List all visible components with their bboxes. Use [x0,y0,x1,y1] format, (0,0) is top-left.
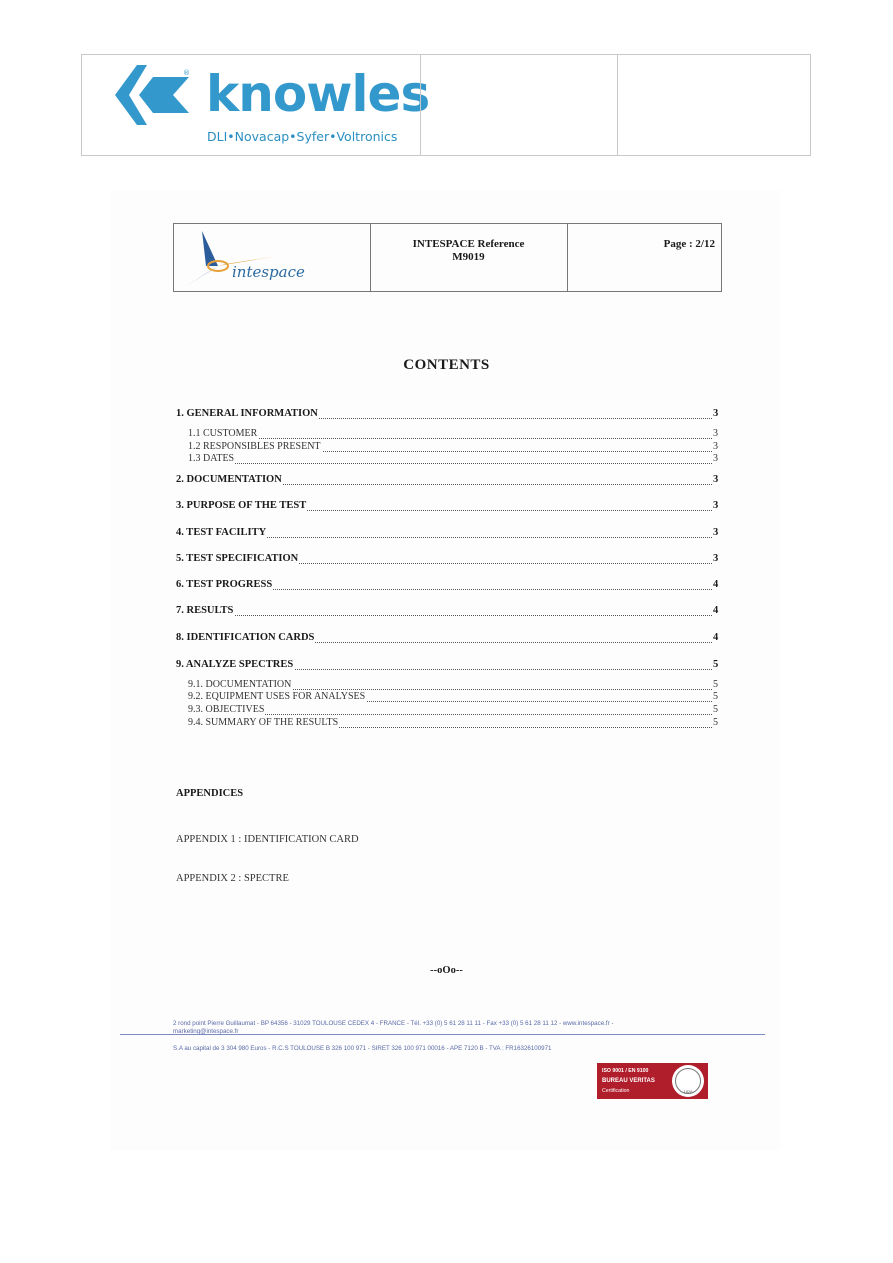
toc-entry [0,474,893,488]
toc-page-number: 5 [713,691,718,702]
toc-page-number: 5 [713,704,718,715]
toc-label: 1.2 RESPONSIBLES PRESENT [188,441,321,452]
toc-leader [188,714,714,715]
toc-page-number: 3 [713,474,719,485]
reference-label: INTESPACE Reference [412,238,525,250]
knowles-header [81,54,811,156]
toc-leader [188,463,714,464]
reference-code: M9019 [452,251,485,263]
toc-entry [0,553,893,567]
toc-entry [0,605,893,619]
toc-entry [0,632,893,646]
closing-mark: --oOo-- [430,965,463,976]
header-cell-divider [567,224,568,291]
appendices-title: APPENDICES [176,788,244,799]
toc-label: 9.2. EQUIPMENT USES FOR ANALYSES [188,691,366,702]
toc-page-number: 3 [713,500,719,511]
toc-page-number: 5 [713,659,719,670]
toc-page-number: 5 [713,679,718,690]
certification-standard: ISO 9001 / EN 9100 [602,1068,649,1074]
toc-entry [0,428,893,442]
bureau-veritas-seal-icon [672,1065,704,1097]
seal-year: 1828 [683,1089,693,1094]
toc-entry [0,527,893,541]
toc-label: 1.1 CUSTOMER [188,428,258,439]
toc-entry [0,691,893,705]
toc-leader [176,615,714,616]
toc-label: 5. TEST SPECIFICATION [176,553,299,564]
certification-label: Certification [602,1088,630,1094]
toc-label: 1. GENERAL INFORMATION [176,408,318,419]
knowles-subtitle: DLI•Novacap•Syfer•Voltronics [207,129,398,144]
toc-label: 9.1. DOCUMENTATION [188,679,292,690]
bureau-veritas-badge [597,1063,708,1099]
page-number: Page : 2/12 [663,238,715,250]
footer-legal: S.A au capital de 3 304 980 Euros - R.C.S TOULOUSE B 326 100 971 - SIRET 326 100 971 00016 - APE 7120 B - TVA : FR16326100971 [173,1045,552,1052]
toc-label: 6. TEST PROGRESS [176,579,273,590]
toc-label: 4. TEST FACILITY [176,527,267,538]
toc-page-number: 4 [713,632,719,643]
intespace-wordmark: intespace [232,263,305,281]
appendix-item: APPENDIX 1 : IDENTIFICATION CARD [176,834,359,845]
toc-page-number: 3 [713,441,718,452]
intespace-header [173,223,722,292]
toc-entry [0,704,893,718]
toc-entry [0,453,893,467]
toc-entry [0,500,893,514]
toc-page-number: 4 [713,605,719,616]
toc-label: 9. ANALYZE SPECTRES [176,659,294,670]
toc-entry [0,717,893,731]
footer-divider [120,1034,765,1035]
toc-entry [0,579,893,593]
registered-mark: ® [183,69,190,77]
toc-label: 9.3. OBJECTIVES [188,704,265,715]
toc-label: 2. DOCUMENTATION [176,474,282,485]
toc-label: 3. PURPOSE OF THE TEST [176,500,307,511]
toc-page-number: 4 [713,579,719,590]
toc-page-number: 3 [713,408,719,419]
toc-label: 7. RESULTS [176,605,234,616]
toc-page-number: 3 [713,453,718,464]
reference-block [371,238,566,264]
toc-entry [0,408,893,422]
toc-leader [188,438,714,439]
toc-page-number: 3 [713,553,719,564]
certification-body: BUREAU VERITAS [602,1078,655,1084]
toc-label: 1.3 DATES [188,453,235,464]
toc-label: 8. IDENTIFICATION CARDS [176,632,315,643]
header-cell-divider [420,55,421,155]
toc-page-number: 3 [713,527,719,538]
toc-entry [0,659,893,673]
toc-page-number: 3 [713,428,718,439]
footer-email: marketing@intespace.fr [173,1028,239,1035]
toc-page-number: 5 [713,717,718,728]
knowles-wordmark: knowles [206,65,430,123]
toc-label: 9.4. SUMMARY OF THE RESULTS [188,717,339,728]
appendix-item: APPENDIX 2 : SPECTRE [176,873,289,884]
header-cell-divider [617,55,618,155]
footer-address: 2 rond point Pierre Guillaumat - BP 64356 - 31029 TOULOUSE CEDEX 4 - FRANCE - Tél. +33 (0) 5 61 28 11 11 - Fax +33 (0) 5 61 28 11 12 - www.intespace.fr - [173,1020,614,1027]
contents-title: CONTENTS [403,357,490,373]
